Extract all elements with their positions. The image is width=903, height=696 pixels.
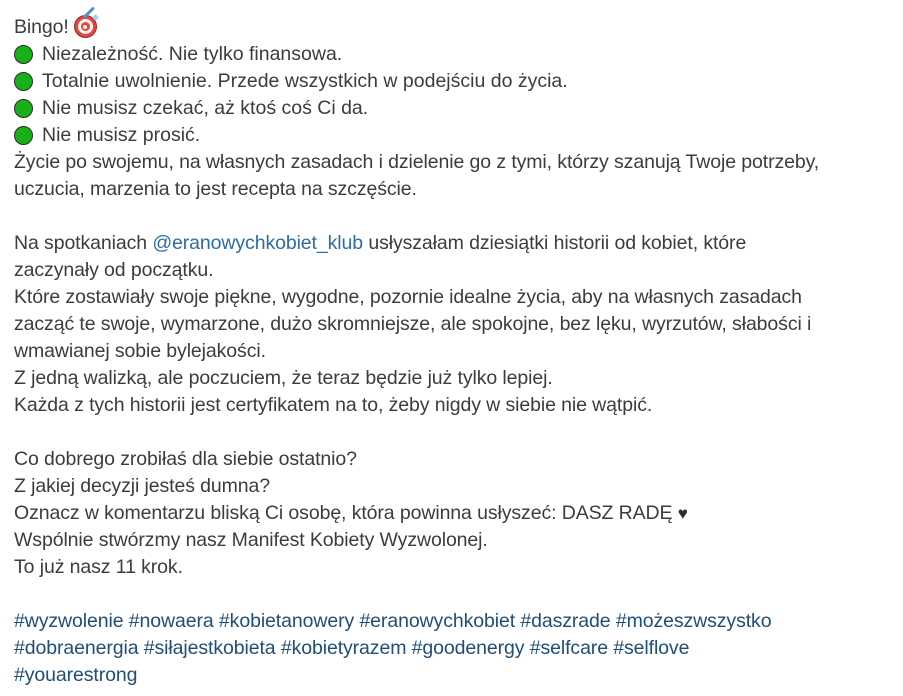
paragraph-spacer (14, 581, 889, 608)
cta-line (14, 500, 889, 527)
paragraph-spacer (14, 419, 889, 446)
mention-suffix-text: usłyszałam dziesiątki historii od kobiet, które (363, 232, 747, 254)
question-line: Co dobrego zrobiłaś dla siebie ostatnio? (14, 448, 357, 470)
cta-text: Oznacz w komentarzu bliską Ci osobę, która powinna usłyszeć: DASZ RADĘ (14, 502, 678, 524)
paragraph-call-to-action (14, 446, 889, 581)
paragraph-line: uczucia, marzenia to jest recepta na szczęście. (14, 178, 417, 200)
list-item (14, 68, 889, 95)
list-item (14, 122, 889, 149)
direct-hit-target-icon (74, 15, 97, 38)
intro-line (14, 14, 889, 41)
list-item-label: Nie musisz prosić. (42, 124, 201, 146)
list-item-label: Totalnie uwolnienie. Przede wszystkich w podejściu do życia. (42, 70, 568, 92)
green-circle-icon (14, 72, 33, 91)
green-circle-icon (14, 126, 33, 145)
mention-prefix-text: Na spotkaniach (14, 232, 153, 254)
list-item (14, 95, 889, 122)
paragraph-stories (14, 230, 889, 419)
paragraph-line: Życie po swojemu, na własnych zasadach i dzielenie go z tymi, którzy szanują Twoje potrzeby, (14, 151, 820, 173)
mention-link-eranowychkobiet-klub[interactable]: @eranowychkobiet_klub (152, 232, 363, 254)
paragraph-line: To już nasz 11 krok. (14, 556, 183, 578)
green-circle-icon (14, 99, 33, 118)
list-item-label: Nie musisz czekać, aż ktoś coś Ci da. (42, 97, 369, 119)
paragraph-line: Które zostawiały swoje piękne, wygodne, pozornie idealne życia, aby na własnych zasadach (14, 286, 802, 308)
question-line: Z jakiej decyzji jesteś dumna? (14, 475, 271, 497)
hashtag-block (14, 608, 889, 689)
paragraph-line: Z jedną walizką, ale poczuciem, że teraz będzie już tylko lepiej. (14, 367, 553, 389)
intro-text: Bingo! (14, 16, 69, 38)
paragraph-line-with-mention (14, 230, 889, 257)
hashtag-line[interactable]: #dobraenergia #siłajestkobieta #kobietyrazem #goodenergy #selfcare #selflove (14, 637, 690, 659)
paragraph-line: wmawianej sobie bylejakości. (14, 340, 266, 362)
black-heart-icon: ♥ (677, 504, 688, 523)
list-item (14, 41, 889, 68)
paragraph-line: zaczynały od początku. (14, 259, 214, 281)
paragraph-line: zacząć te swoje, wymarzone, dużo skromniejsze, ale spokojne, bez lęku, wyrzutów, słabości i (14, 313, 812, 335)
paragraph-line: Wspólnie stwórzmy nasz Manifest Kobiety Wyzwolonej. (14, 529, 488, 551)
hashtag-line[interactable]: #wyzwolenie #nowaera #kobietanowery #eranowychkobiet #daszrade #możeszwszystko (14, 610, 772, 632)
list-item-label: Niezależność. Nie tylko finansowa. (42, 43, 343, 65)
hashtag-line[interactable]: #youarestrong (14, 664, 138, 686)
paragraph-line: Każda z tych historii jest certyfikatem na to, żeby nigdy w siebie nie wątpić. (14, 394, 653, 416)
green-circle-icon (14, 45, 33, 64)
paragraph-spacer (14, 203, 889, 230)
paragraph-happiness-recipe (14, 149, 889, 203)
